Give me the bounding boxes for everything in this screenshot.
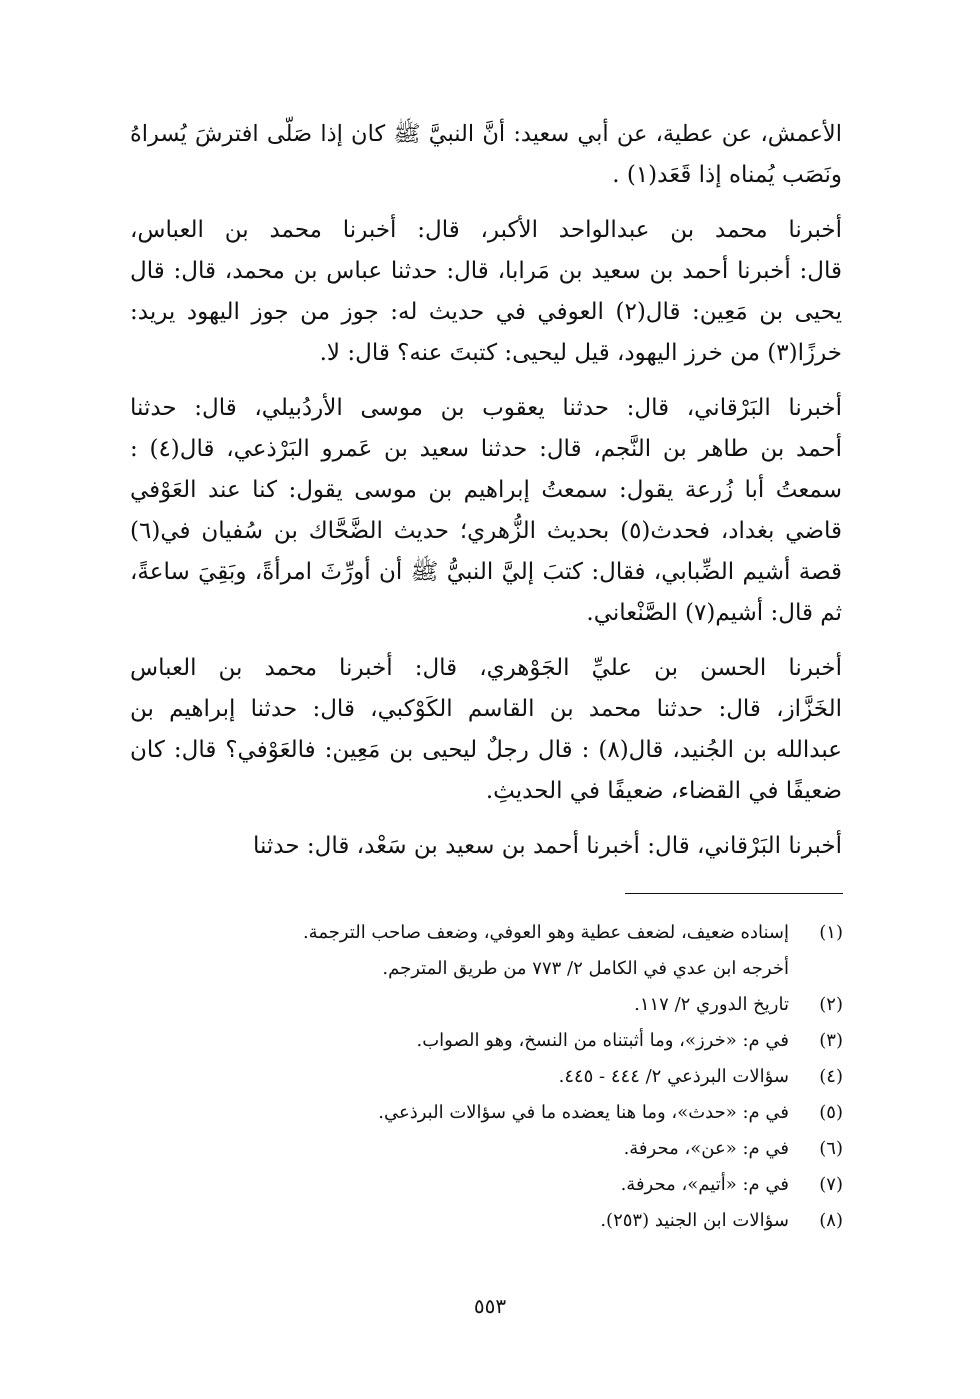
footnote — [193, 987, 843, 1023]
text-line: أخبرنا البَرْقاني، قال: أخبرنا أحمد بن سعيد بن سَعْد، قال: حدثنا — [252, 833, 842, 859]
paragraph — [130, 388, 842, 634]
page-number: ٥٥٣ — [473, 1294, 507, 1318]
footnote — [193, 1059, 843, 1095]
text-line: أحمد بن طاهر بن النَّجم، قال: حدثنا سعيد بن عَمرو البَرْذعي، قال(٤) : — [130, 436, 842, 462]
footnote — [193, 1131, 843, 1167]
footnote-text: في م: «خرز»، وما أثبتناه من النسخ، وهو الصواب. — [416, 1030, 789, 1051]
footnote-number: (٧) — [819, 1174, 843, 1195]
text-line: الأعمش، عن عطية، عن أبي سعيد: أنَّ النبيَّ ﷺ كان إذا صَلّى افترشَ يُسراهُ — [130, 121, 842, 147]
paragraph — [130, 648, 842, 812]
footnote-text: سؤالات البرذعي ٢/ ٤٤٤ - ٤٤٥. — [558, 1066, 789, 1087]
footnote-number: (٨) — [819, 1210, 843, 1231]
footnote-number: (٣) — [819, 1030, 843, 1051]
text-line: سمعتُ أبا زُرعة يقول: سمعتُ إبراهيم بن موسى يقول: كنا عند العَوْفي — [130, 477, 842, 503]
footnote-separator — [625, 893, 843, 894]
text-line: عبدالله بن الجُنيد، قال(٨) : قال رجلٌ ليحيى بن مَعِين: فالعَوْفي؟ قال: كان — [130, 737, 843, 763]
footnote-number: (٦) — [819, 1138, 843, 1159]
footnote — [193, 915, 843, 951]
text-line: قال: أخبرنا أحمد بن سعيد بن مَرابا، قال: حدثنا عباس بن محمد، قال: قال — [130, 258, 842, 284]
footnotes — [193, 915, 843, 1239]
text-line: ثم قال: أشيم(٧) الصَّنْعاني. — [586, 600, 842, 626]
footnote — [193, 1167, 843, 1203]
footnote — [193, 1203, 843, 1239]
text-line: قصة أشيم الضِّبابي، فقال: كتبَ إليَّ النبيُّ ﷺ أن أورِّثَ امرأةً، وبَقِيَ ساعةً، — [130, 559, 842, 585]
footnote-number: (٢) — [819, 994, 843, 1015]
footnote — [193, 1095, 843, 1131]
text-line: قاضي بغداد، فحدث(٥) بحديث الزُّهري؛ حديث الضَّحَّاك بن سُفيان في(٦) — [130, 518, 842, 544]
footnote-text: تاريخ الدوري ٢/ ١١٧. — [634, 994, 789, 1015]
text-line: أخبرنا الحسن بن عليِّ الجَوْهري، قال: أخبرنا محمد بن العباس — [130, 655, 842, 681]
paragraph — [130, 826, 842, 867]
footnote-number: (٤) — [819, 1066, 843, 1087]
text-line: الخَزَّاز، قال: حدثنا محمد بن القاسم الكَوْكبي، قال: حدثنا إبراهيم بن — [130, 696, 842, 722]
text-line: أخبرنا البَرْقاني، قال: حدثنا يعقوب بن موسى الأردُبيلي، قال: حدثنا — [130, 395, 842, 421]
footnote-text: سؤالات ابن الجنيد (٢٥٣). — [600, 1210, 789, 1231]
text-line: ونَصَب يُمناه إذا قَعَد(١) . — [612, 162, 842, 188]
text-line: خرزًا(٣) من خرز اليهود، قيل ليحيى: كتبتَ عنه؟ قال: لا. — [319, 340, 842, 366]
footnote-text: إسناده ضعيف، لضعف عطية وهو العوفي، وضعف صاحب الترجمة. — [302, 922, 789, 943]
footnote — [193, 1023, 843, 1059]
paragraph — [130, 210, 842, 374]
footnote-text: في م: «عن»، محرفة. — [623, 1138, 789, 1159]
paragraph — [130, 114, 842, 196]
footnote-text: في م: «أتيم»، محرفة. — [620, 1174, 789, 1195]
text-line: يحيى بن مَعِين: قال(٢) العوفي في حديث له: جوز من جوز اليهود يريد: — [130, 299, 842, 325]
footnote-number: (١) — [819, 922, 843, 943]
footnote-number: (٥) — [819, 1102, 843, 1123]
main-text — [130, 114, 842, 867]
text-line: أخبرنا محمد بن عبدالواحد الأكبر، قال: أخبرنا محمد بن العباس، — [130, 217, 842, 243]
footnote-continuation: أخرجه ابن عدي في الكامل ٢/ ٧٧٣ من طريق المترجم. — [382, 958, 789, 979]
text-line: ضعيفًا في القضاء، ضعيفًا في الحديثِ. — [485, 778, 842, 804]
footnote-text: في م: «حدث»، وما هنا يعضده ما في سؤالات البرذعي. — [378, 1102, 789, 1123]
